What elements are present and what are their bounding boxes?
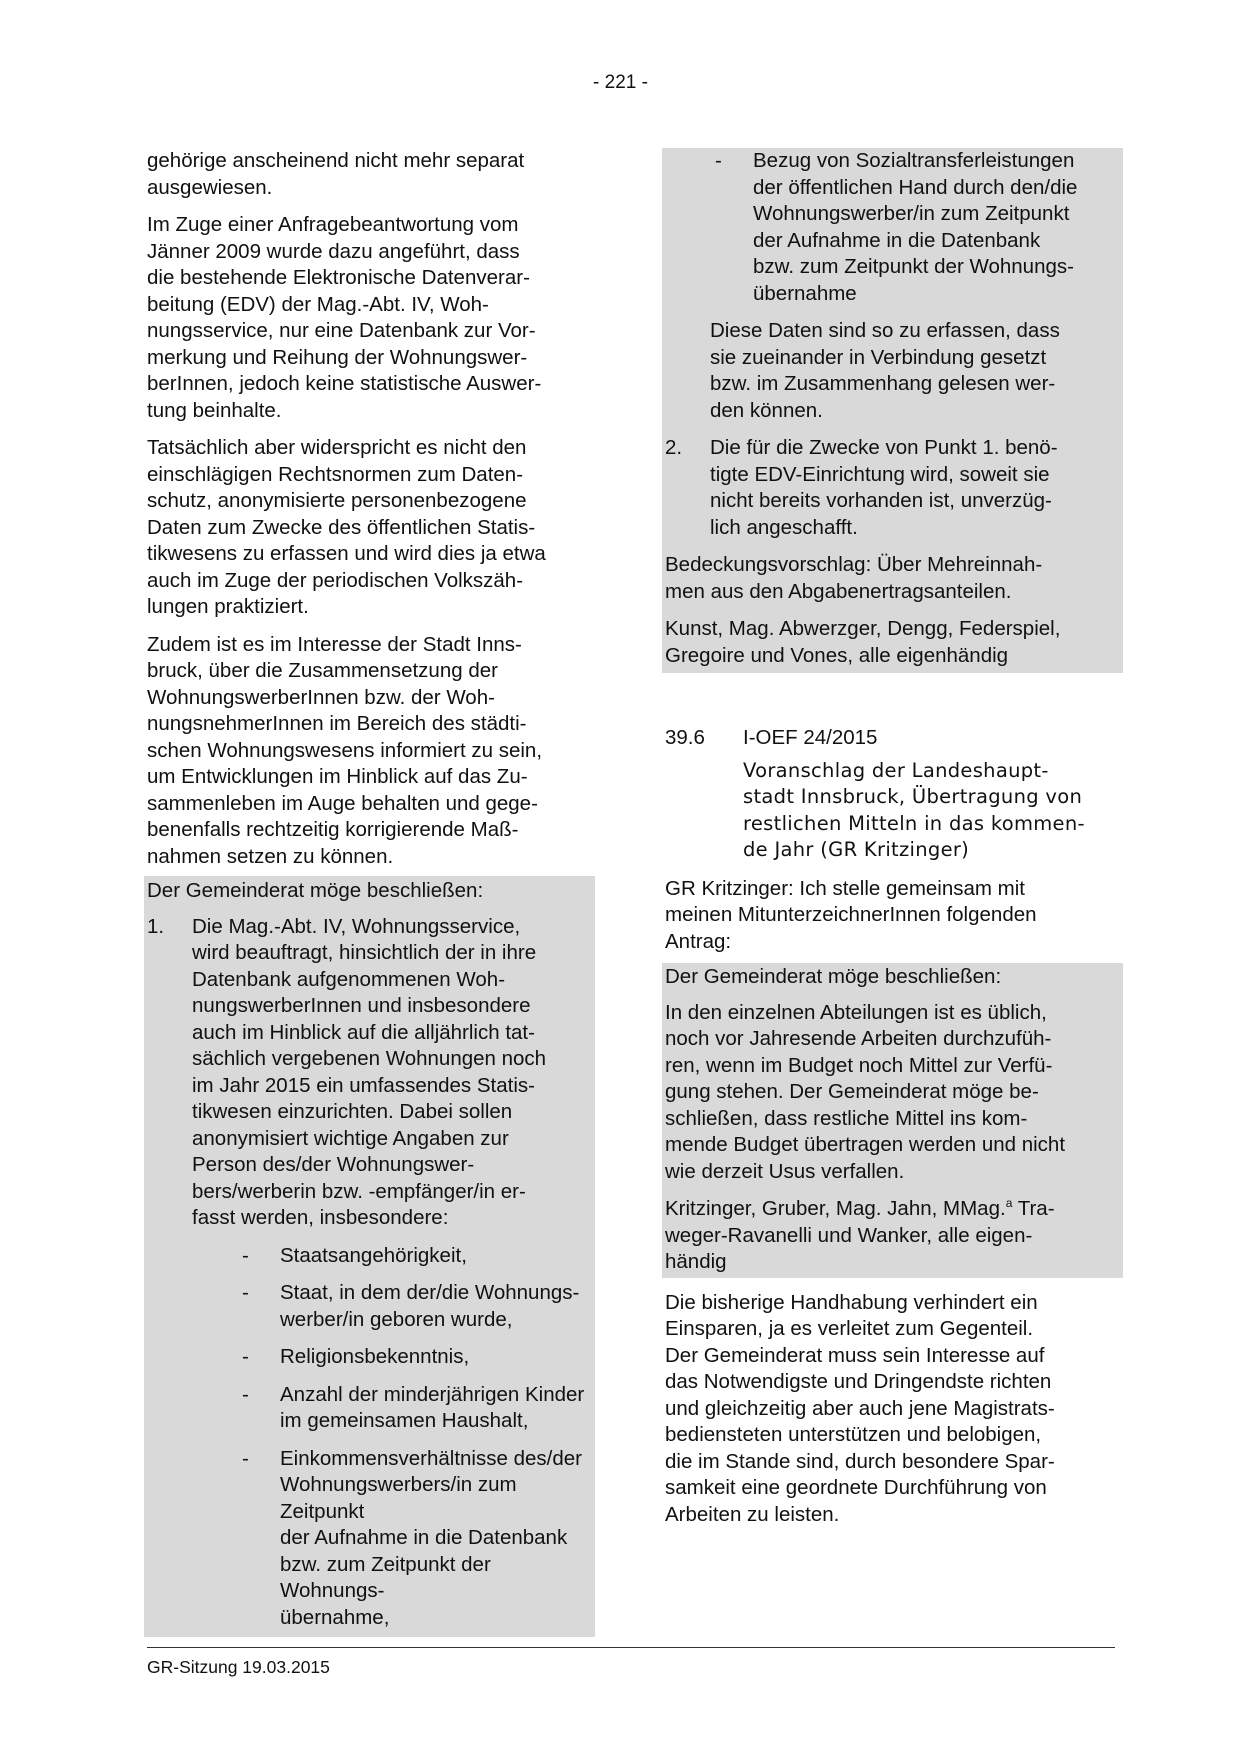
motion-heading: Der Gemeinderat möge beschließen: (665, 965, 1002, 988)
section-number: 39.6 (665, 726, 705, 749)
motion-item-2 (665, 435, 1115, 541)
signatories: Kritzinger, Gruber, Mag. Jahn, MMag.$^a$ Tra- weger-Ravanelli und Wanker, alle eigen- händig (665, 1196, 1055, 1273)
item-number: 2. (665, 436, 683, 459)
motion-block-1-continued (662, 148, 1123, 673)
dash-marker: - (242, 1281, 249, 1304)
dash-marker: - (242, 1243, 249, 1267)
item-number: 1. (147, 914, 165, 938)
list-item: - Staat, in dem der/die Wohnungs- werber/in geboren wurde, (238, 1280, 587, 1333)
list-item: - Bezug von Sozialtransferleistungen der öffentlichen Hand durch den/die Wohnungswerber/in zum Zeitpunkt der Aufnahme in die Datenbank bzw. zum Zeitpunkt der Wohnungs- übernahme (711, 148, 1115, 307)
section-heading (665, 725, 1115, 752)
dash-marker: - (242, 1446, 249, 1470)
list-item: - Anzahl der minderjährigen Kinder im gemeinsamen Haushalt, (238, 1382, 587, 1435)
motion-text: In den einzelnen Abteilungen ist es üblich, noch vor Jahresende Arbeiten durchzufüh- ren, wenn im Budget noch Mittel zur Verfü- gung stehen. Der Gemeinderat möge be- schließen, dass restliche Mittel ins kom- mende Budget übertragen werden und nicht wie derzeit Usus verfallen. (665, 1000, 1066, 1183)
left-column (147, 148, 587, 1637)
bullet-list (238, 1243, 587, 1632)
data-note: Diese Daten sind so zu erfassen, dass sie zueinander in Verbindung gesetzt bzw. im Zusammenhang gelesen wer- den können. (710, 319, 1060, 422)
coverage-proposal: Bedeckungsvorschlag: Über Mehreinnah- men aus den Abgabenertragsanteilen. (665, 553, 1043, 603)
section-title: Voranschlag der Landeshaupt- stadt Innsbruck, Übertragung von restlichen Mitteln in das kommen- de Jahr (GR Kritzinger) (743, 758, 1085, 861)
dash-marker: - (242, 1382, 249, 1406)
intro-paragraph: GR Kritzinger: Ich stelle gemeinsam mit meinen MitunterzeichnerInnen folgenden Antrag: (665, 876, 1037, 953)
signatories: Kunst, Mag. Abwerzger, Dengg, Federspiel, Gregoire und Vones, alle eigenhändig (665, 617, 1061, 667)
rationale-paragraph: Die bisherige Handhabung verhindert ein Einsparen, ja es verleitet zum Gegenteil. Der Gemeinderat muss sein Interesse auf das Notwendigste und Dringendste richten und gleichzeitig aber auch jene Magistrats- bediensteten unterstützen und belobigen, die im Stande sind, durch besondere Spar- samkeit eine geordnete Durchführung von Arbeiten zu leisten. (665, 1290, 1055, 1526)
list-item: - Staatsangehörigkeit, (238, 1243, 587, 1270)
motion-item-1 (147, 914, 587, 1632)
list-item: - Einkommensverhältnisse des/der Wohnungswerbers/in zum Zeitpunkt der Aufnahme in die Datenbank bzw. zum Zeitpunkt der Wohnungs- übernahme, (238, 1446, 587, 1632)
footer-session-date: GR-Sitzung 19.03.2015 (147, 1657, 330, 1677)
right-column (665, 148, 1115, 1539)
section-reference: I-OEF 24/2015 (743, 726, 878, 749)
paragraph-data-protection: Tatsächlich aber widerspricht es nicht den einschlägigen Rechtsnormen zum Daten- schutz, anonymisierte personenbezogene Daten zum Zwecke des öffentlichen Statis- tikwesens zu erfassen und wird dies ja etwa auch im Zuge der periodischen Volkszäh- lungen praktiziert. (147, 436, 546, 618)
motion-block-2 (662, 963, 1123, 1278)
paragraph-continuation: gehörige anscheinend nicht mehr separat ausgewiesen. (147, 149, 525, 199)
dash-marker: - (242, 1345, 249, 1368)
dash-marker: - (715, 149, 722, 172)
page-number: - 221 - (593, 72, 648, 93)
list-item: - Religionsbekenntnis, (238, 1344, 587, 1371)
item-text: Die für die Zwecke von Punkt 1. benö- tigte EDV-Einrichtung wird, soweit sie nicht bereits vorhanden ist, unverzüg- lich angeschafft. (710, 436, 1058, 539)
paragraph-interest: Zudem ist es im Interesse der Stadt Inns- bruck, über die Zusammensetzung der WohnungswerberInnen bzw. der Woh- nungsnehmerInnen im Bereich des städti- schen Wohnungswesens informiert zu sein, um Entwicklungen im Hinblick auf das Zu- sammenleben im Auge behalten und gege- benenfalls rechtzeitig korrigierende Maß- nahmen setzen zu können. (147, 632, 543, 868)
paragraph-inquiry: Im Zuge einer Anfragebeantwortung vom Jänner 2009 wurde dazu angeführt, dass die bestehende Elektronische Datenverar- beitung (EDV) der Mag.-Abt. IV, Woh- nungsservice, nur eine Datenbank zur Vor- merkung und Reihung der Wohnungswer- berInnen, jedoch keine statistische Auswer- tung beinhalte. (147, 213, 542, 422)
motion-heading: Der Gemeinderat möge beschließen: (147, 879, 484, 902)
motion-block-1 (144, 876, 595, 1637)
footer-rule (147, 1647, 1115, 1648)
item-text: Die Mag.-Abt. IV, Wohnungsservice, wird beauftragt, hinsichtlich der in ihre Datenbank aufgenommenen Woh- nungswerberInnen und insbesondere auch im Hinblick auf die alljährlich tat- sächlich vergebenen Wohnungen noch im Jahr 2015 ein umfassendes Statis- tikwesen einzurichten. Dabei sollen anonymisiert wichtige Angaben zur Person des/der Wohnungswer- bers/werberin bzw. -empfänger/in er- fasst werden, insbesondere: (192, 914, 547, 1229)
